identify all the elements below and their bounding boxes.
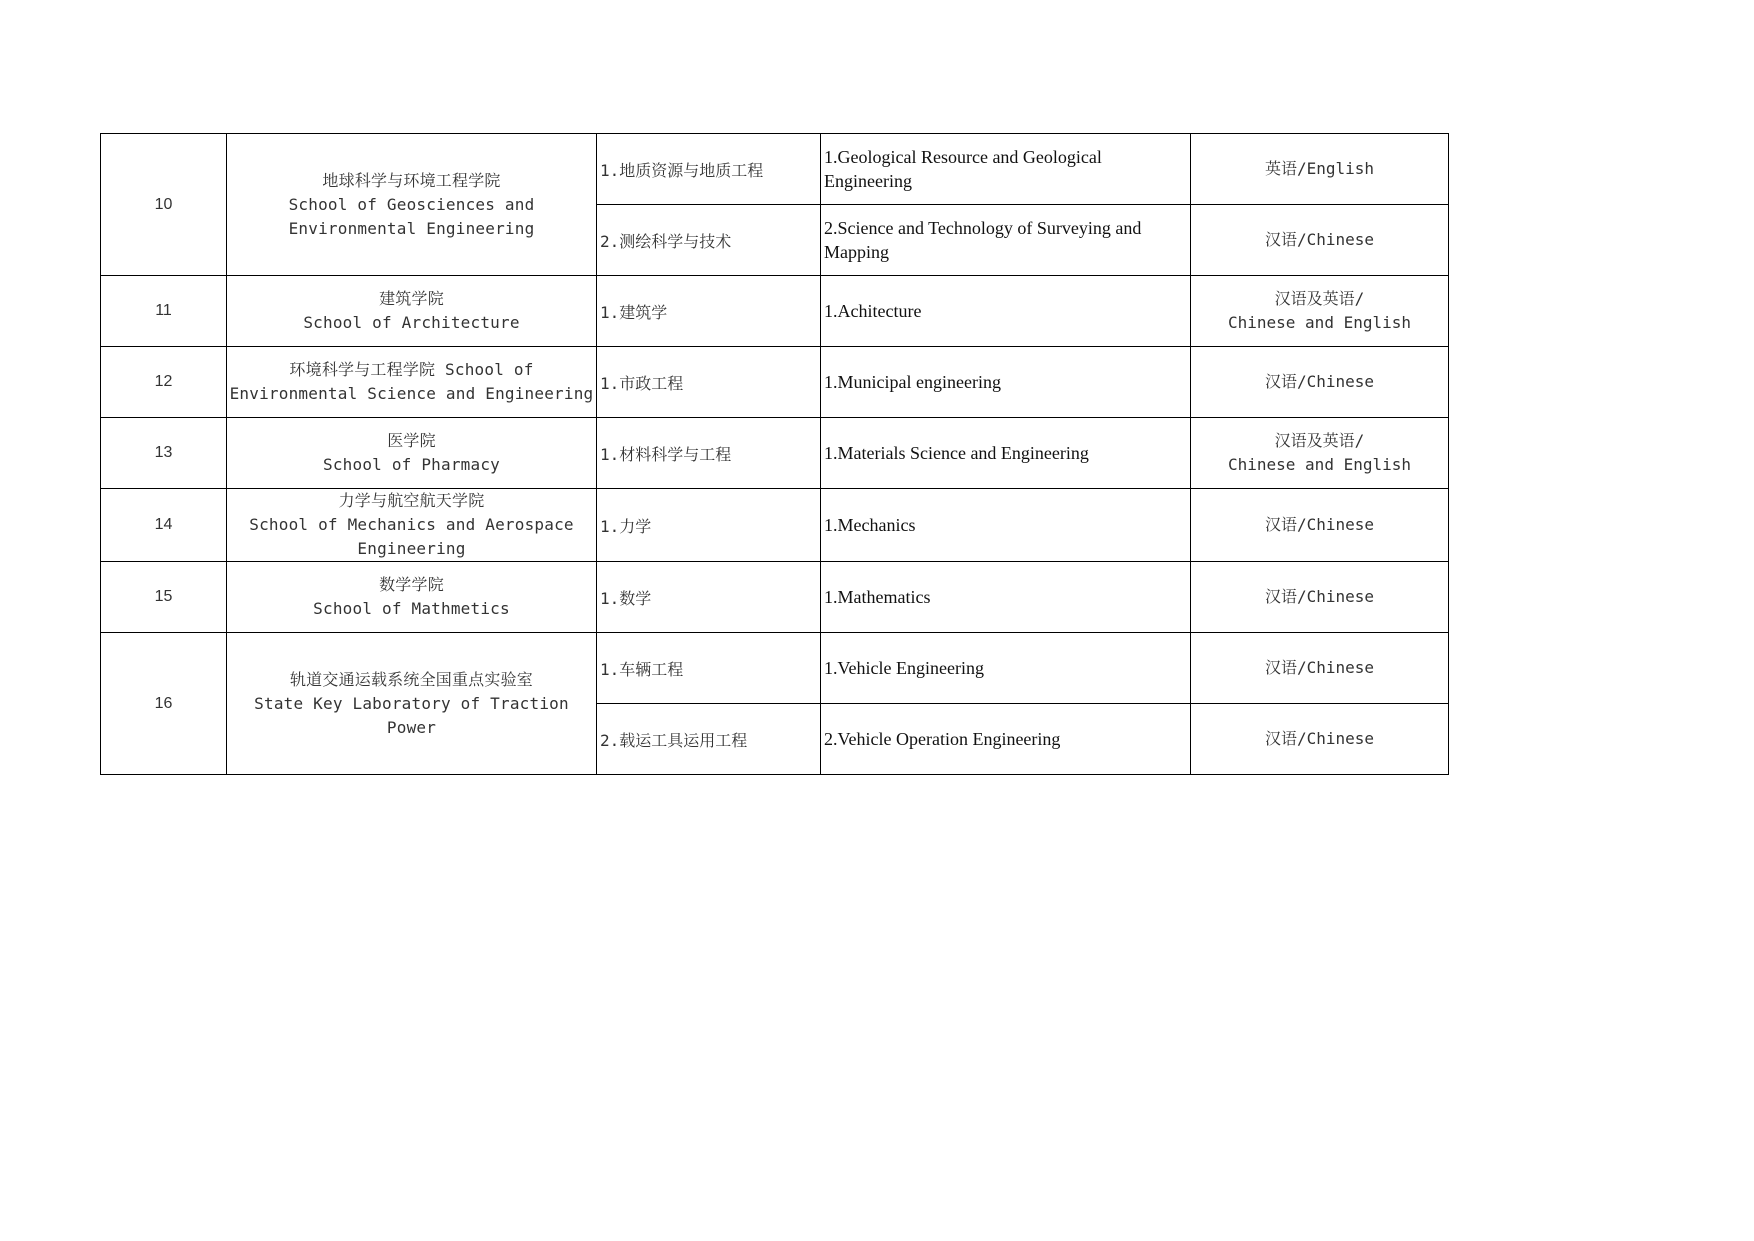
- major-en: 2.Science and Technology of Surveying and Mapping: [821, 205, 1191, 276]
- row-number: 10: [101, 134, 227, 276]
- school-name-en: School of Geosciences and: [288, 194, 535, 214]
- school-name: [227, 347, 597, 418]
- major-en: 1.Mathematics: [821, 562, 1191, 633]
- table-row: [101, 562, 1449, 633]
- major-zh: 2.载运工具运用工程: [597, 704, 821, 775]
- major-zh: 1.建筑学: [597, 276, 821, 347]
- school-name-en: School of Pharmacy: [323, 455, 500, 474]
- school-name-zh: 环境科学与工程学院 School of: [289, 360, 534, 379]
- teaching-language-en: Chinese and English: [1227, 313, 1412, 332]
- teaching-language: 英语/English: [1191, 134, 1449, 205]
- major-en: 1.Municipal engineering: [821, 347, 1191, 418]
- table-row: [101, 418, 1449, 489]
- school-name-en: State Key Laboratory of Traction Power: [254, 693, 569, 737]
- teaching-language: [1191, 276, 1449, 347]
- school-name: [227, 633, 597, 775]
- major-en: 1.Mechanics: [821, 489, 1191, 562]
- major-en: 1.Geological Resource and Geological Engineering: [821, 134, 1191, 205]
- teaching-language-zh: 汉语及英语/: [1274, 431, 1365, 450]
- major-en: 2.Vehicle Operation Engineering: [821, 704, 1191, 775]
- row-number: 11: [101, 276, 227, 347]
- major-zh: 1.市政工程: [597, 347, 821, 418]
- school-name-en: Environmental Science and Engineering: [229, 384, 594, 403]
- major-en: 1.Materials Science and Engineering: [821, 418, 1191, 489]
- teaching-language: 汉语/Chinese: [1191, 205, 1449, 276]
- table-row: [101, 347, 1449, 418]
- school-name-en: School of Mechanics and Aerospace: [249, 515, 574, 534]
- school-name-zh: 力学与航空航天学院: [338, 491, 485, 510]
- school-name-zh: 建筑学院: [379, 289, 444, 308]
- teaching-language-en: Chinese and English: [1227, 455, 1412, 474]
- school-name: [227, 562, 597, 633]
- major-zh: 1.力学: [597, 489, 821, 562]
- school-name: [227, 489, 597, 562]
- teaching-language: 汉语/Chinese: [1191, 704, 1449, 775]
- school-name-zh: 数学学院: [379, 575, 444, 594]
- major-en: 1.Vehicle Engineering: [821, 633, 1191, 704]
- major-zh: 1.车辆工程: [597, 633, 821, 704]
- major-zh: 1.地质资源与地质工程: [597, 134, 821, 205]
- major-zh: 1.数学: [597, 562, 821, 633]
- school-name-en: School of Mathmetics: [313, 599, 510, 618]
- row-number: 15: [101, 562, 227, 633]
- table-row: [101, 134, 1449, 205]
- table-row: [101, 489, 1449, 562]
- major-zh: 1.材料科学与工程: [597, 418, 821, 489]
- school-name: [227, 276, 597, 347]
- row-number: 13: [101, 418, 227, 489]
- table-row: [101, 633, 1449, 704]
- row-number: 14: [101, 489, 227, 562]
- teaching-language-zh: 汉语及英语/: [1274, 289, 1365, 308]
- school-name-zh: 医学院: [387, 431, 436, 450]
- row-number: 12: [101, 347, 227, 418]
- teaching-language: [1191, 418, 1449, 489]
- teaching-language: 汉语/Chinese: [1191, 347, 1449, 418]
- school-name: [227, 418, 597, 489]
- row-number: 16: [101, 633, 227, 775]
- school-name-en: Environmental Engineering: [288, 218, 535, 238]
- major-zh: 2.测绘科学与技术: [597, 205, 821, 276]
- major-en: 1.Achitecture: [821, 276, 1191, 347]
- school-name-zh: 地球科学与环境工程学院: [322, 170, 501, 190]
- teaching-language: 汉语/Chinese: [1191, 633, 1449, 704]
- teaching-language: 汉语/Chinese: [1191, 562, 1449, 633]
- school-name: [227, 134, 597, 276]
- school-name-zh: 轨道交通运载系统全国重点实验室: [289, 669, 533, 689]
- table-row: [101, 276, 1449, 347]
- school-name-en: Engineering: [357, 539, 466, 558]
- school-name-en: School of Architecture: [303, 313, 520, 332]
- teaching-language: 汉语/Chinese: [1191, 489, 1449, 562]
- program-table: [100, 133, 1449, 775]
